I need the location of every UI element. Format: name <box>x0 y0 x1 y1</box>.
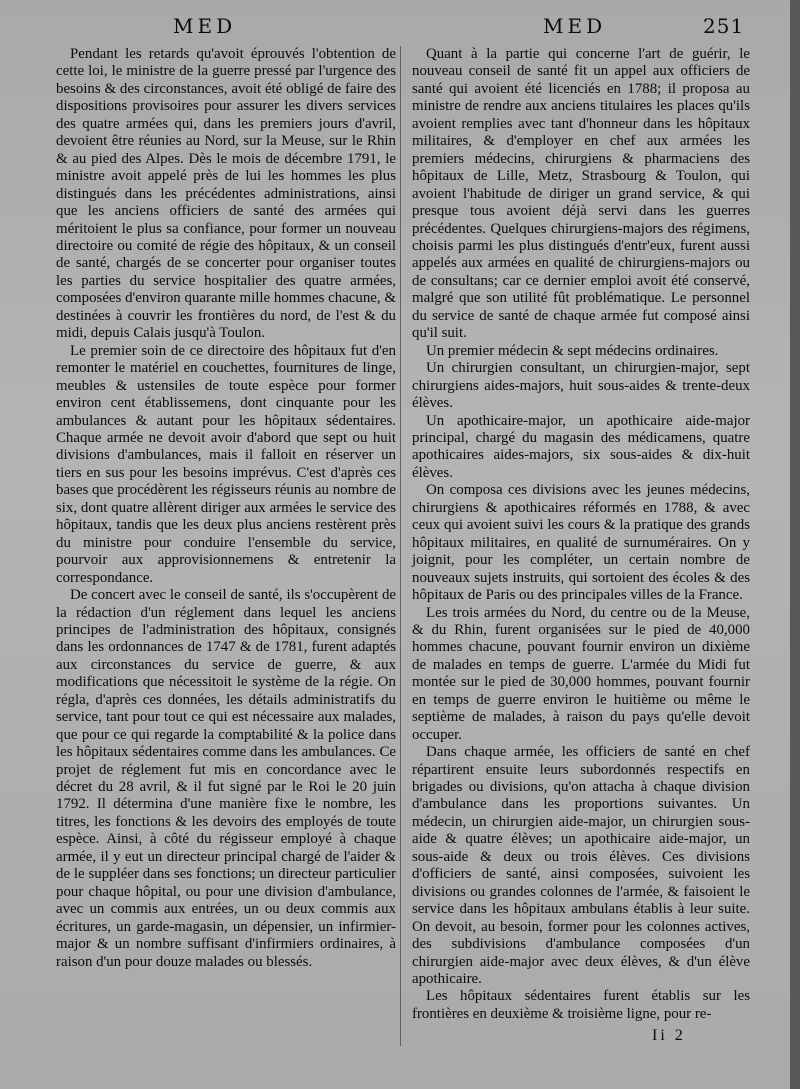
paragraph: Quant à la partie qui concerne l'art de guérir, le nouveau conseil de santé fit un appel aux officiers de santé qui avoient été licenciés en 1788; il proposa au ministre de rendre aux anciens titulaires les places qu'ils avoient remplies avec tant d'honneur dans les hôpitaux militaires, & d'employer en chef aux armées les premiers médecins, chirurgiens & pharmaciens des hôpitaux de Lille, Metz, Strasbourg & Toulon, qui avoient l'habitude de diriger un grand service, & qui presque tous avoient déjà servi dans les guerres précédentes. Quelques chirurgiens-majors des régimens, choisis parmi les plus distingués d'entr'eux, furent aussi appelés aux armées en qualité de chirurgiens-majors ou de consultans; car ce dernier emploi avoit été conservé, malgré que son utilité fût problématique. Le personnel du service de santé de chaque armée fut composé ainsi qu'il suit. <box>412 46 750 342</box>
page-number: 251 <box>703 14 745 38</box>
paragraph: Le premier soin de ce directoire des hôpitaux fut d'en remonter le matériel en couchettes, fournitures de linge, meubles & ustensiles de toute espèce pour former environ cent établissemens, dont cinquante pour les ambulances & autant pour les hôpitaux sédentaires. Chaque armée ne devoit avoir d'abord que sept ou huit divisions d'ambulances, mais il falloit en réserver un tiers en sus pour les besoins imprévus. C'est d'après ces bases que procédèrent les régisseurs réunis au nombre de six, dont quatre allèrent diriger aux armées le service des hôpitaux, tandis que les deux plus anciens restèrent près du ministre pour conduire l'ensemble du service, pourvoir aux approvisionnemens & entretenir la correspondance. <box>56 342 396 586</box>
paragraph: Un apothicaire-major, un apothicaire aide-major principal, chargé du magasin des médicamens, quatre apothicaires aides-majors, six sous-aides & dix-huit élèves. <box>412 412 750 481</box>
page-edge-shadow <box>790 0 800 1089</box>
signature-mark: Ii 2 <box>652 1027 686 1044</box>
paragraph: Les trois armées du Nord, du centre ou de la Meuse, & du Rhin, furent organisées sur le pied de 40,000 hommes chacune, pouvant fournir environ un dixième de malades en temps de guerre. L'armée du Midi fut montée sur le pied de 30,000 hommes, pouvant fournir en temps de guerre environ le huitième ou même le septième de malades, à raison du pays qu'elle devoit occuper. <box>412 604 750 743</box>
paragraph: Un premier médecin & sept médecins ordinaires. <box>426 342 719 359</box>
paragraph: De concert avec le conseil de santé, ils s'occupèrent de la rédaction d'un réglement dans lequel les anciens principes de l'administration des hôpitaux, consignés dans les ordonnances de 1747 & de 1781, furent adaptés aux circonstances du service de guerre, & aux modifications que nécessitoit le système de la régie. On régla, d'après ces données, les détails administratifs du service, tant pour tout ce qui est nécessaire aux malades, que pour ce qui regarde la comptabilité & la police dans les hôpitaux sédentaires comme dans les ambulances. Ce projet de réglement fut mis en concordance avec le décret du 28 avril, & il fut signé par le Roi le 20 juin 1792. Il détermina d'une manière fixe le nombre, les titres, les fonctions & les devoirs des employés de toute espèce. Ainsi, à côté du régisseur employé à chaque armée, il y eut un directeur principal chargé de l'aider & de le suppléer dans ses fonctions; un directeur particulier pour chaque hôpital, ou pour une division d'ambulance, avec un commis aux entrées, un ou deux commis aux écritures, un garde-magasin, un dépensier, un infirmier-major & un nombre suffisant d'infirmiers ordinaires, à raison d'un pour douze malades ou blessés. <box>56 587 396 970</box>
running-head-right: MED <box>543 14 607 38</box>
paragraph: Dans chaque armée, les officiers de santé en chef répartirent ensuite leurs subordonnés respectifs en brigades ou divisions, qu'on attacha à chaque division d'ambulance dans les proportions suivantes. Un médecin, un chirurgien aide-major, un chirurgien sous-aide & quatre élèves; un apothicaire aide-major, un sous-aide & deux ou trois élèves. Ces divisions d'officiers de santé, ainsi composées, suivoient les divisions ou grandes colonnes de l'armée, & faisoient le service dans les hôpitaux ambulans établis à leur suite. On devoit, au besoin, former pour les colonnes actives, des subdivisions d'ambulance composées d'un chirurgien aide-major avec deux élèves, & d'un élève apothicaire. <box>412 744 750 988</box>
right-column <box>412 46 750 1023</box>
paragraph: Pendant les retards qu'avoit éprouvés l'obtention de cette loi, le ministre de la guerre pressé par l'urgence des besoins & des circonstances, avoit été obligé de faire des dispositions provisoires pour assurer les divers services des quatre armées qui, dans les premiers jours d'avril, devoient être réunies au Nord, sur la Meuse, sur le Rhin & au pied des Alpes. Dès le mois de décembre 1791, le ministre avoit appelé près de lui les hommes les plus distingués dans les précédentes administrations, ainsi que les anciens officiers de santé des armées qui méritoient le plus sa confiance, pour former un nouveau directoire ou comité de régie des hôpitaux, & un conseil de santé, chargés de se concerter pour organiser toutes les parties du service hospitalier des quatre armées, composées d'environ quarante mille hommes chacune, & destinées à couvrir les frontières du nord, de l'est & du midi, depuis Calais jusqu'à Toulon. <box>56 46 396 342</box>
running-head-left: MED <box>173 14 237 38</box>
paragraph: Les hôpitaux sédentaires furent établis sur les frontières en deuxième & troisième ligne, pour re- <box>412 988 750 1022</box>
left-column <box>56 46 396 971</box>
paragraph: Un chirurgien consultant, un chirurgien-major, sept chirurgiens aides-majors, huit sous-aides & trente-deux élèves. <box>412 360 750 412</box>
paragraph: On composa ces divisions avec les jeunes médecins, chirurgiens & apothicaires réformés en 1788, & avec ceux qui avoient suivi les cours & la pratique des grands hôpitaux militaires, en qualité de surnuméraires. On y joignit, pour les compléter, un certain nombre de nouveaux sujets instruits, qui sortoient des écoles & des hôpitaux de Paris ou des principales villes de la France. <box>412 482 750 604</box>
column-divider <box>400 46 401 1046</box>
